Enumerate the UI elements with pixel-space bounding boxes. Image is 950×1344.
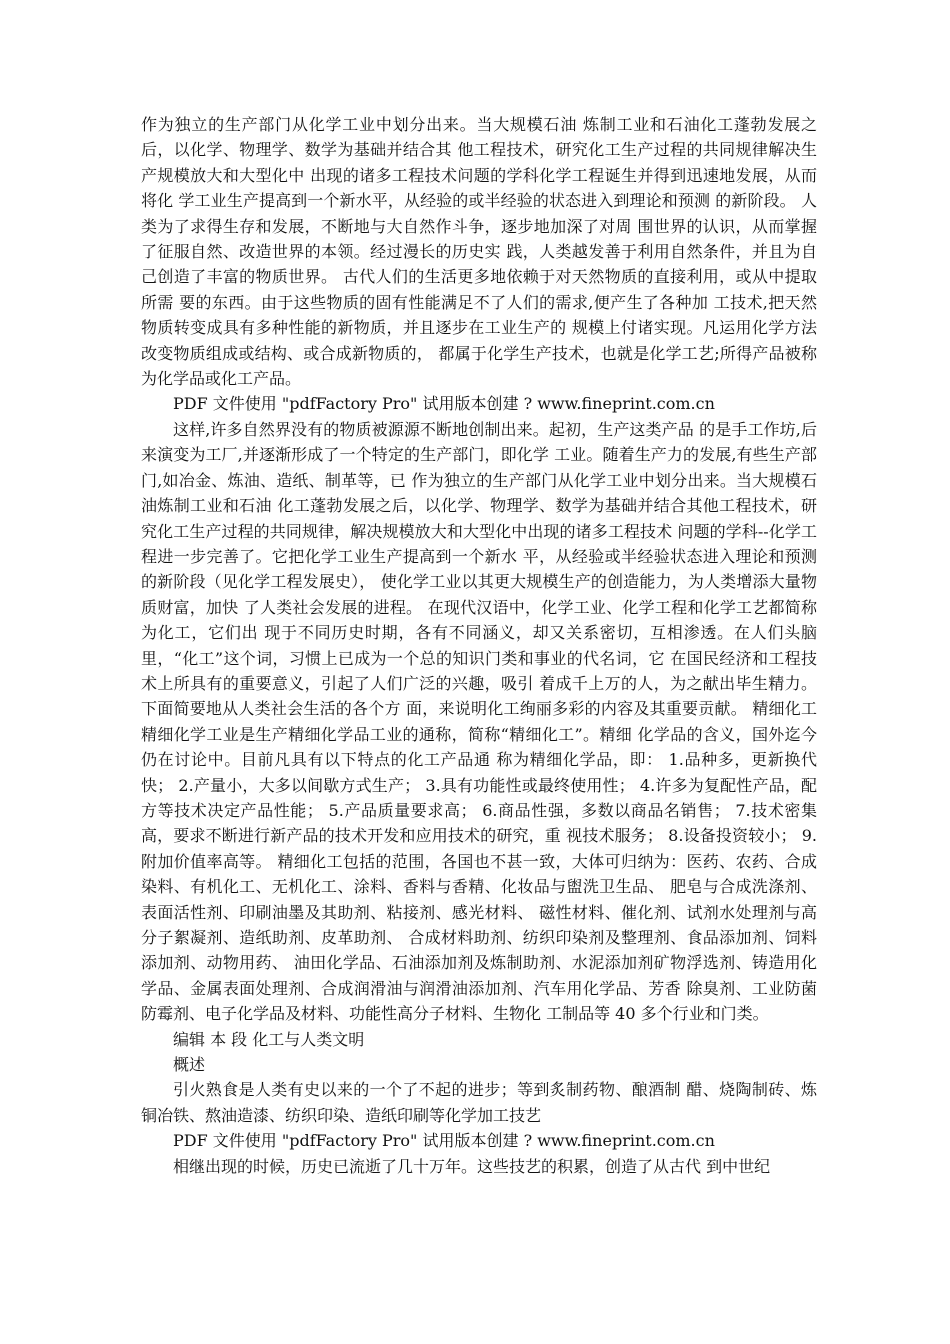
section-heading: 编辑 本 段 化工与人类文明 [173,1029,365,1049]
pdf-watermark-line: PDF 文件使用 "pdfFactory Pro" 试用版本创建 ? www.fineprint.com.cn [173,1131,715,1151]
paragraph-3: 引火熟食是人类有史以来的一个了不起的进步；等到炙制药物、酿酒制 醋、烧陶制砖、炼铜冶铁、熬油造漆、纺织印染、造纸印刷等化学加工技艺 [141,1080,817,1125]
paragraph-4: 相继出现的时候，历史已流逝了几十万年。这些技艺的积累，创造了从古代 到中世纪 [173,1156,771,1176]
subsection-heading: 概述 [173,1055,206,1075]
document-page [141,112,817,1179]
paragraph-2: 这样,许多自然界没有的物质被源源不断地创制出来。起初，生产这类产品 的是手工作坊,后来演变为工厂,并逐渐形成了一个特定的生产部门，即化学 工业。随着生产力的发展,有些生产部门,如冶金、炼油、造纸、制革等，已 作为独立的生产部门从化学工业中划分出来。当大规模石油炼制工业和石油 化工蓬勃发展之后，以化学、物理学、数学为基础并结合其他工程技术，研 究化工生产过程的共同规律，解决规模放大和大型化中出现的诸多工程技术 问题的学科--化学工程进一步完善了。它把化学工业生产提高到一个新水 平，从经验或半经验状态进入理论和预测的新阶段（见化学工程发展史）， 使化学工业以其更大规模生产的创造能力，为人类增添大量物质财富，加快 了人类社会发展的进程。 在现代汉语中，化学工业、化学工程和化学工艺都简称为化工，它们出 现于不同历史时期，各有不同涵义，却又关系密切，互相渗透。在人们头脑 里，“化工”这个词，习惯上已成为一个总的知识门类和事业的代名词，它 在国民经济和工程技术上所具有的重要意义，引起了人们广泛的兴趣，吸引 着成千上万的人，为之献出毕生精力。下面简要地从人类社会生活的各个方 面，来说明化工绚丽多彩的内容及其重要贡献。 精细化工 精细化学工业是生产精细化学品工业的通称，简称“精细化工”。精细 化学品的含义，国外迄今仍在讨论中。目前凡具有以下特点的化工产品通 称为精细化学品，即： 1.品种多，更新换代快； 2.产量小，大多以间歇方式生产； 3.具有功能性或最终使用性； 4.许多为复配性产品，配方等技术决定产品性能； 5.产品质量要求高； 6.商品性强，多数以商品名销售； 7.技术密集高，要求不断进行新产品的技术开发和应用技术的研究，重 视技术服务； 8.设备投资较小； 9.附加价值率高等。 精细化工包括的范围，各国也不甚一致，大体可归纳为：医药、农药、合成染料、有机化工、无机化工、涂料、香料与香精、化妆品与盥洗卫生品、 肥皂与合成洗涤剂、表面活性剂、印刷油墨及其助剂、粘接剂、感光材料、 磁性材料、催化剂、试剂水处理剂与高分子絮凝剂、造纸助剂、皮革助剂、 合成材料助剂、纺织印染剂及整理剂、食品添加剂、饲料添加剂、动物用药、 油田化学品、石油添加剂及炼制助剂、水泥添加剂矿物浮选剂、铸造用化 学品、金属表面处理剂、合成润滑油与润滑油添加剂、汽车用化学品、芳香 除臭剂、工业防菌防霉剂、电子化学品及材料、功能性高分子材料、生物化 工制品等 40 多个行业和门类。 [141,419,817,1024]
pdf-watermark-line: PDF 文件使用 "pdfFactory Pro" 试用版本创建 ? www.fineprint.com.cn [173,394,715,414]
paragraph-1: 作为独立的生产部门从化学工业中划分出来。当大规模石油 炼制工业和石油化工蓬勃发展之后，以化学、物理学、数学为基础并结合其 他工程技术，研究化工生产过程的共同规律解决生产规模放大和大型化中 出现的诸多工程技术问题的学科化学工程诞生并得到迅速地发展，从而将化 学工业生产提高到一个新水平，从经验的或半经验的状态进入到理论和预测 的新阶段。 人类为了求得生存和发展，不断地与大自然作斗争，逐步地加深了对周 围世界的认识，从而掌握了征服自然、改造世界的本领。经过漫长的历史实 践，人类越发善于利用自然条件，并且为自己创造了丰富的物质世界。 古代人们的生活更多地依赖于对天然物质的直接利用，或从中提取所需 要的东西。由于这些物质的固有性能满足不了人们的需求,便产生了各种加 工技术,把天然物质转变成具有多种性能的新物质，并且逐步在工业生产的 规模上付诸实现。凡运用化学方法改变物质组成或结构、或合成新物质的， 都属于化学生产技术，也就是化学工艺;所得产品被称为化学品或化工产品。 [141,115,817,389]
